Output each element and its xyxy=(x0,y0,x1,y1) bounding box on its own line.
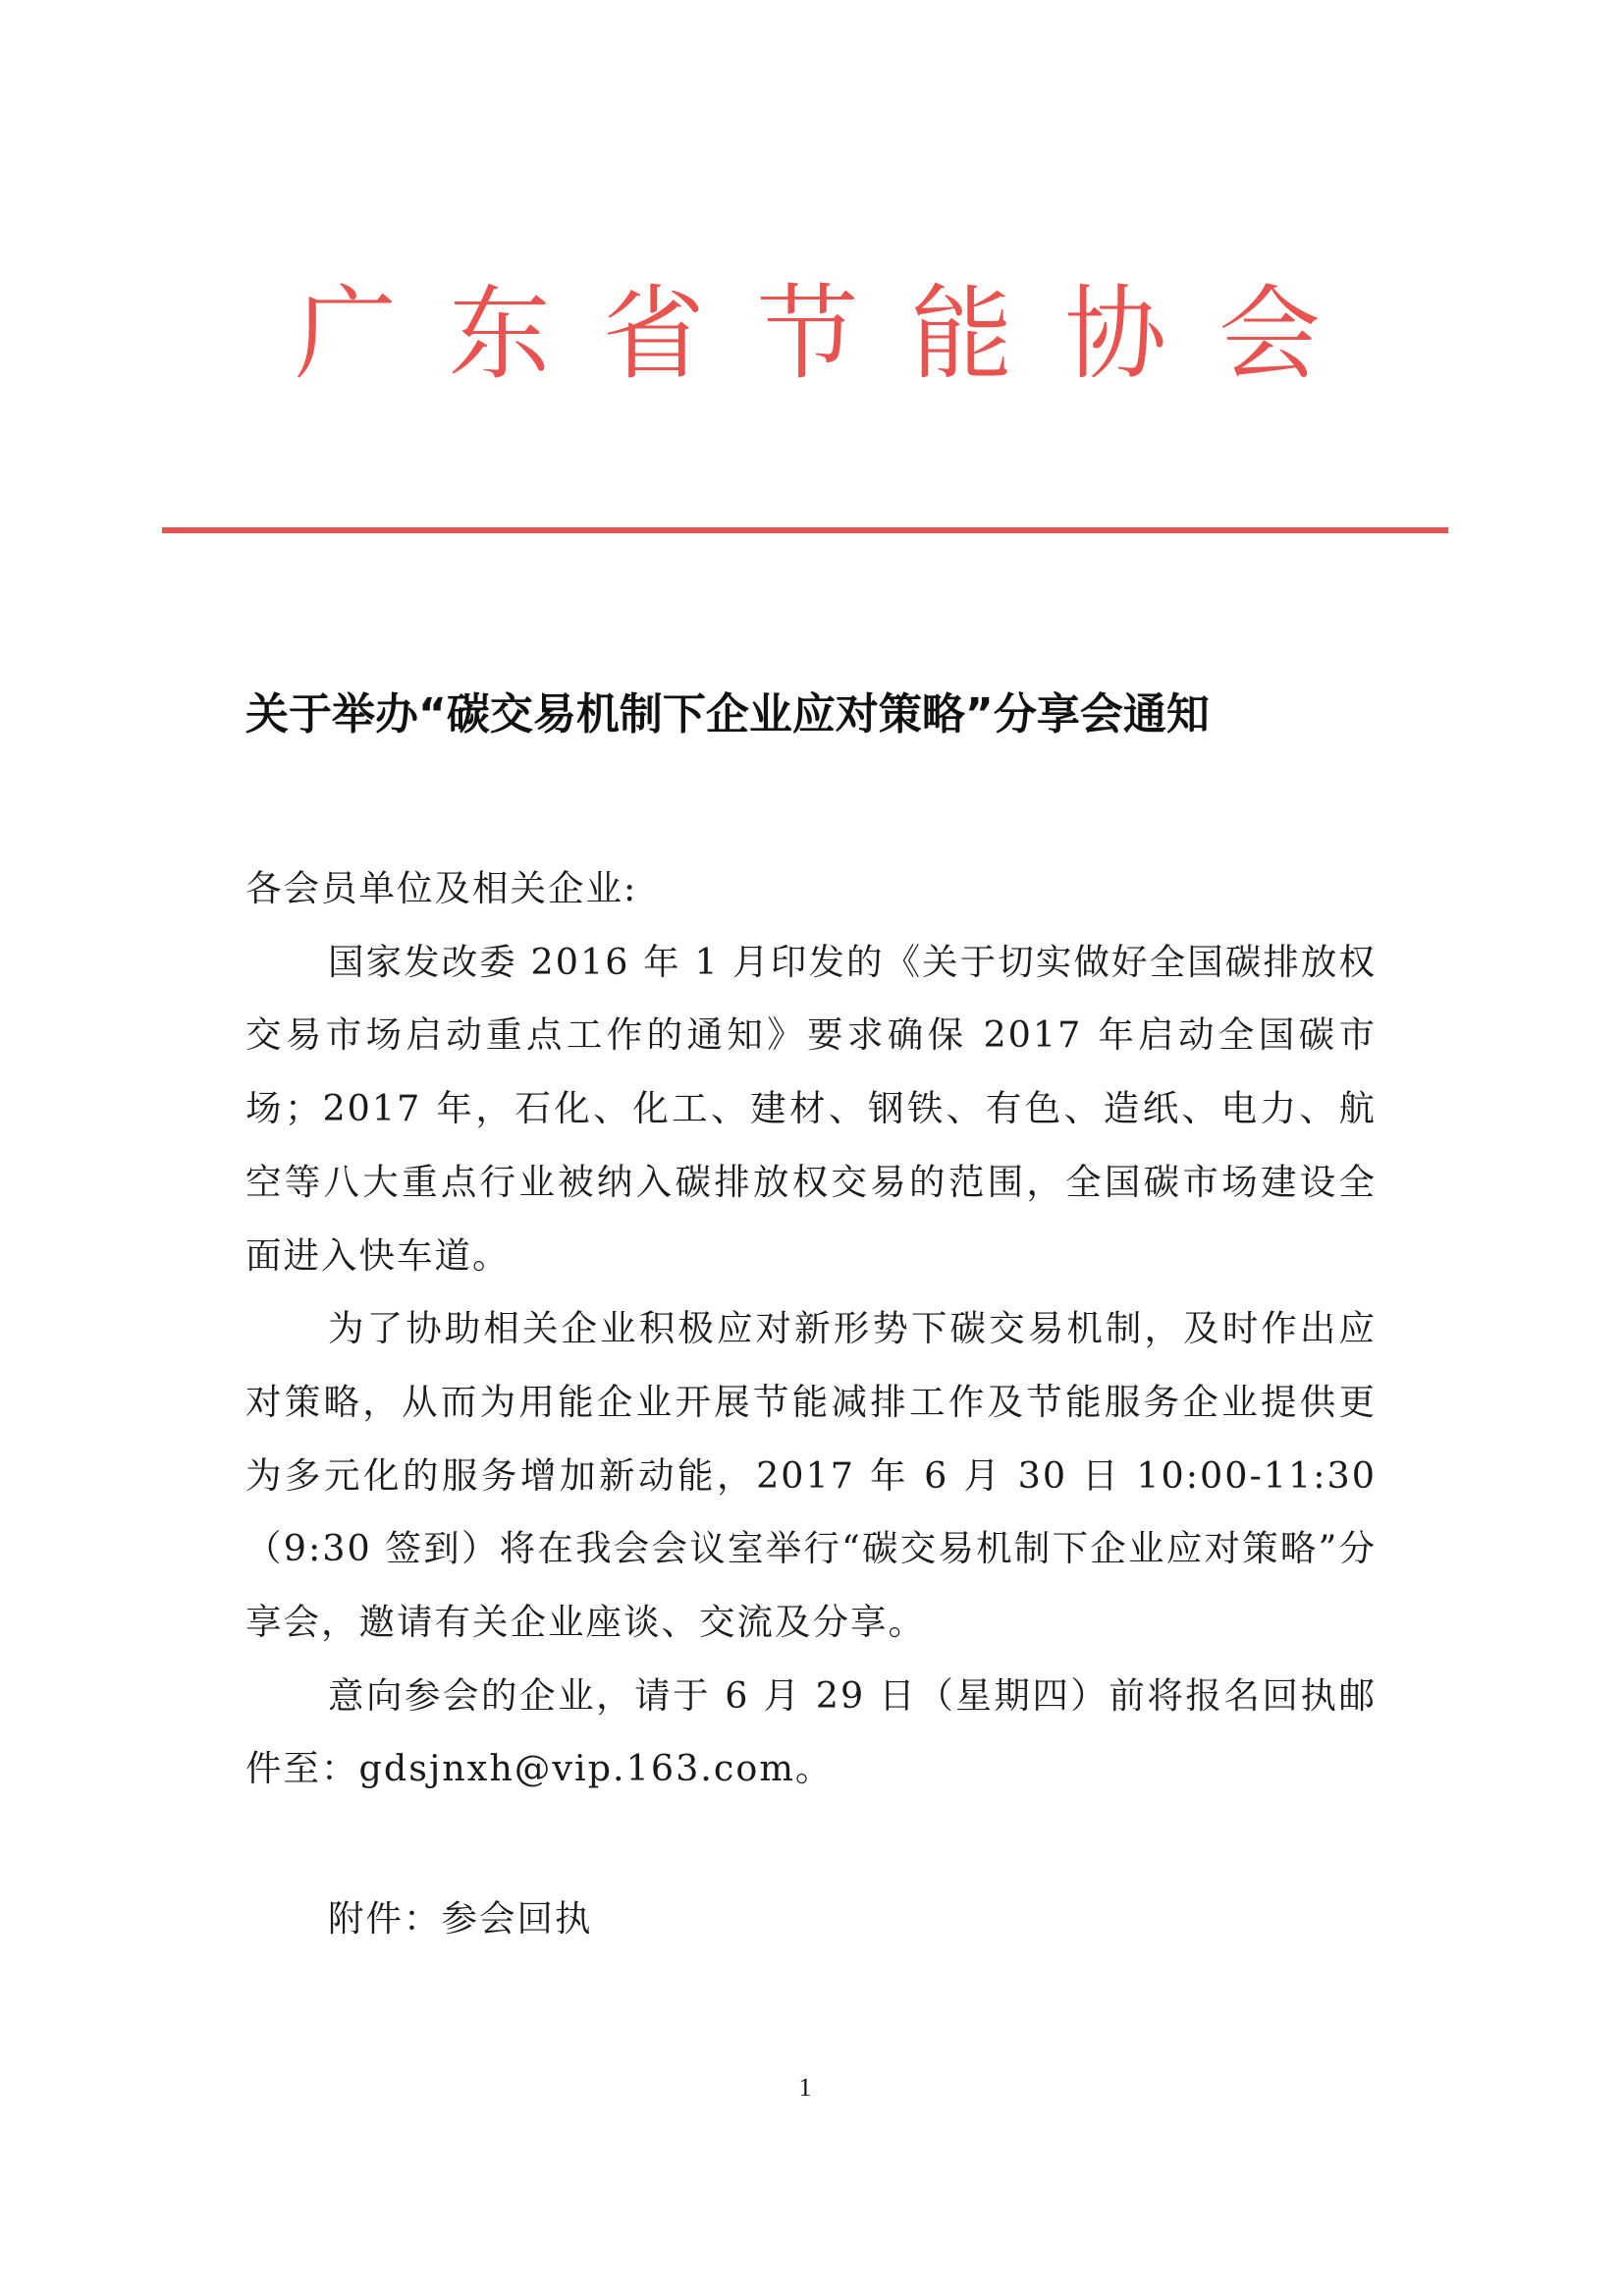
letterhead-char: 能 xyxy=(910,274,1013,394)
paragraph: 意向参会的企业，请于 6 月 29 日（星期四）前将报名回执邮件至：gdsjnxh@vip.163.com。 xyxy=(245,1673,1377,1790)
letterhead-char: 协 xyxy=(1064,274,1167,394)
letterhead-char: 东 xyxy=(448,274,551,394)
letterhead-char: 节 xyxy=(756,274,859,394)
letterhead-char: 省 xyxy=(602,274,705,394)
letterhead-char: 广 xyxy=(295,274,398,394)
letterhead-char: 会 xyxy=(1217,274,1321,394)
page-number: 1 xyxy=(798,2073,812,2102)
paragraph: 为了协助相关企业积极应对新形势下碳交易机制，及时作出应对策略，从而为用能企业开展节能减排工作及节能服务企业提供更为多元化的服务增加新动能，2017 年 6 月 30 日 10:00-11:30（9:30 签到）将在我会会议室举行“碳交易机制下企业应对策略”分享会，邀请有关企业座谈、交流及分享。 xyxy=(245,1307,1377,1644)
paragraph: 国家发改委 2016 年 1 月印发的《关于切实做好全国碳排放权交易市场启动重点工作的通知》要求确保 2017 年启动全国碳市场；2017 年，石化、化工、建材、钢铁、有色、造纸、电力、航空等八大重点行业被纳入碳排放权交易的范围，全国碳市场建设全面进入快车道。 xyxy=(245,940,1377,1277)
document-title: 关于举办“碳交易机制下企业应对策略”分享会通知 xyxy=(245,689,1210,739)
salutation: 各会员单位及相关企业: xyxy=(245,867,638,909)
attachment-note: 附件：参会回执 xyxy=(328,1897,593,1940)
document-body xyxy=(245,852,1377,1806)
letterhead-divider xyxy=(162,527,1448,533)
letterhead-org-name xyxy=(295,270,1321,398)
